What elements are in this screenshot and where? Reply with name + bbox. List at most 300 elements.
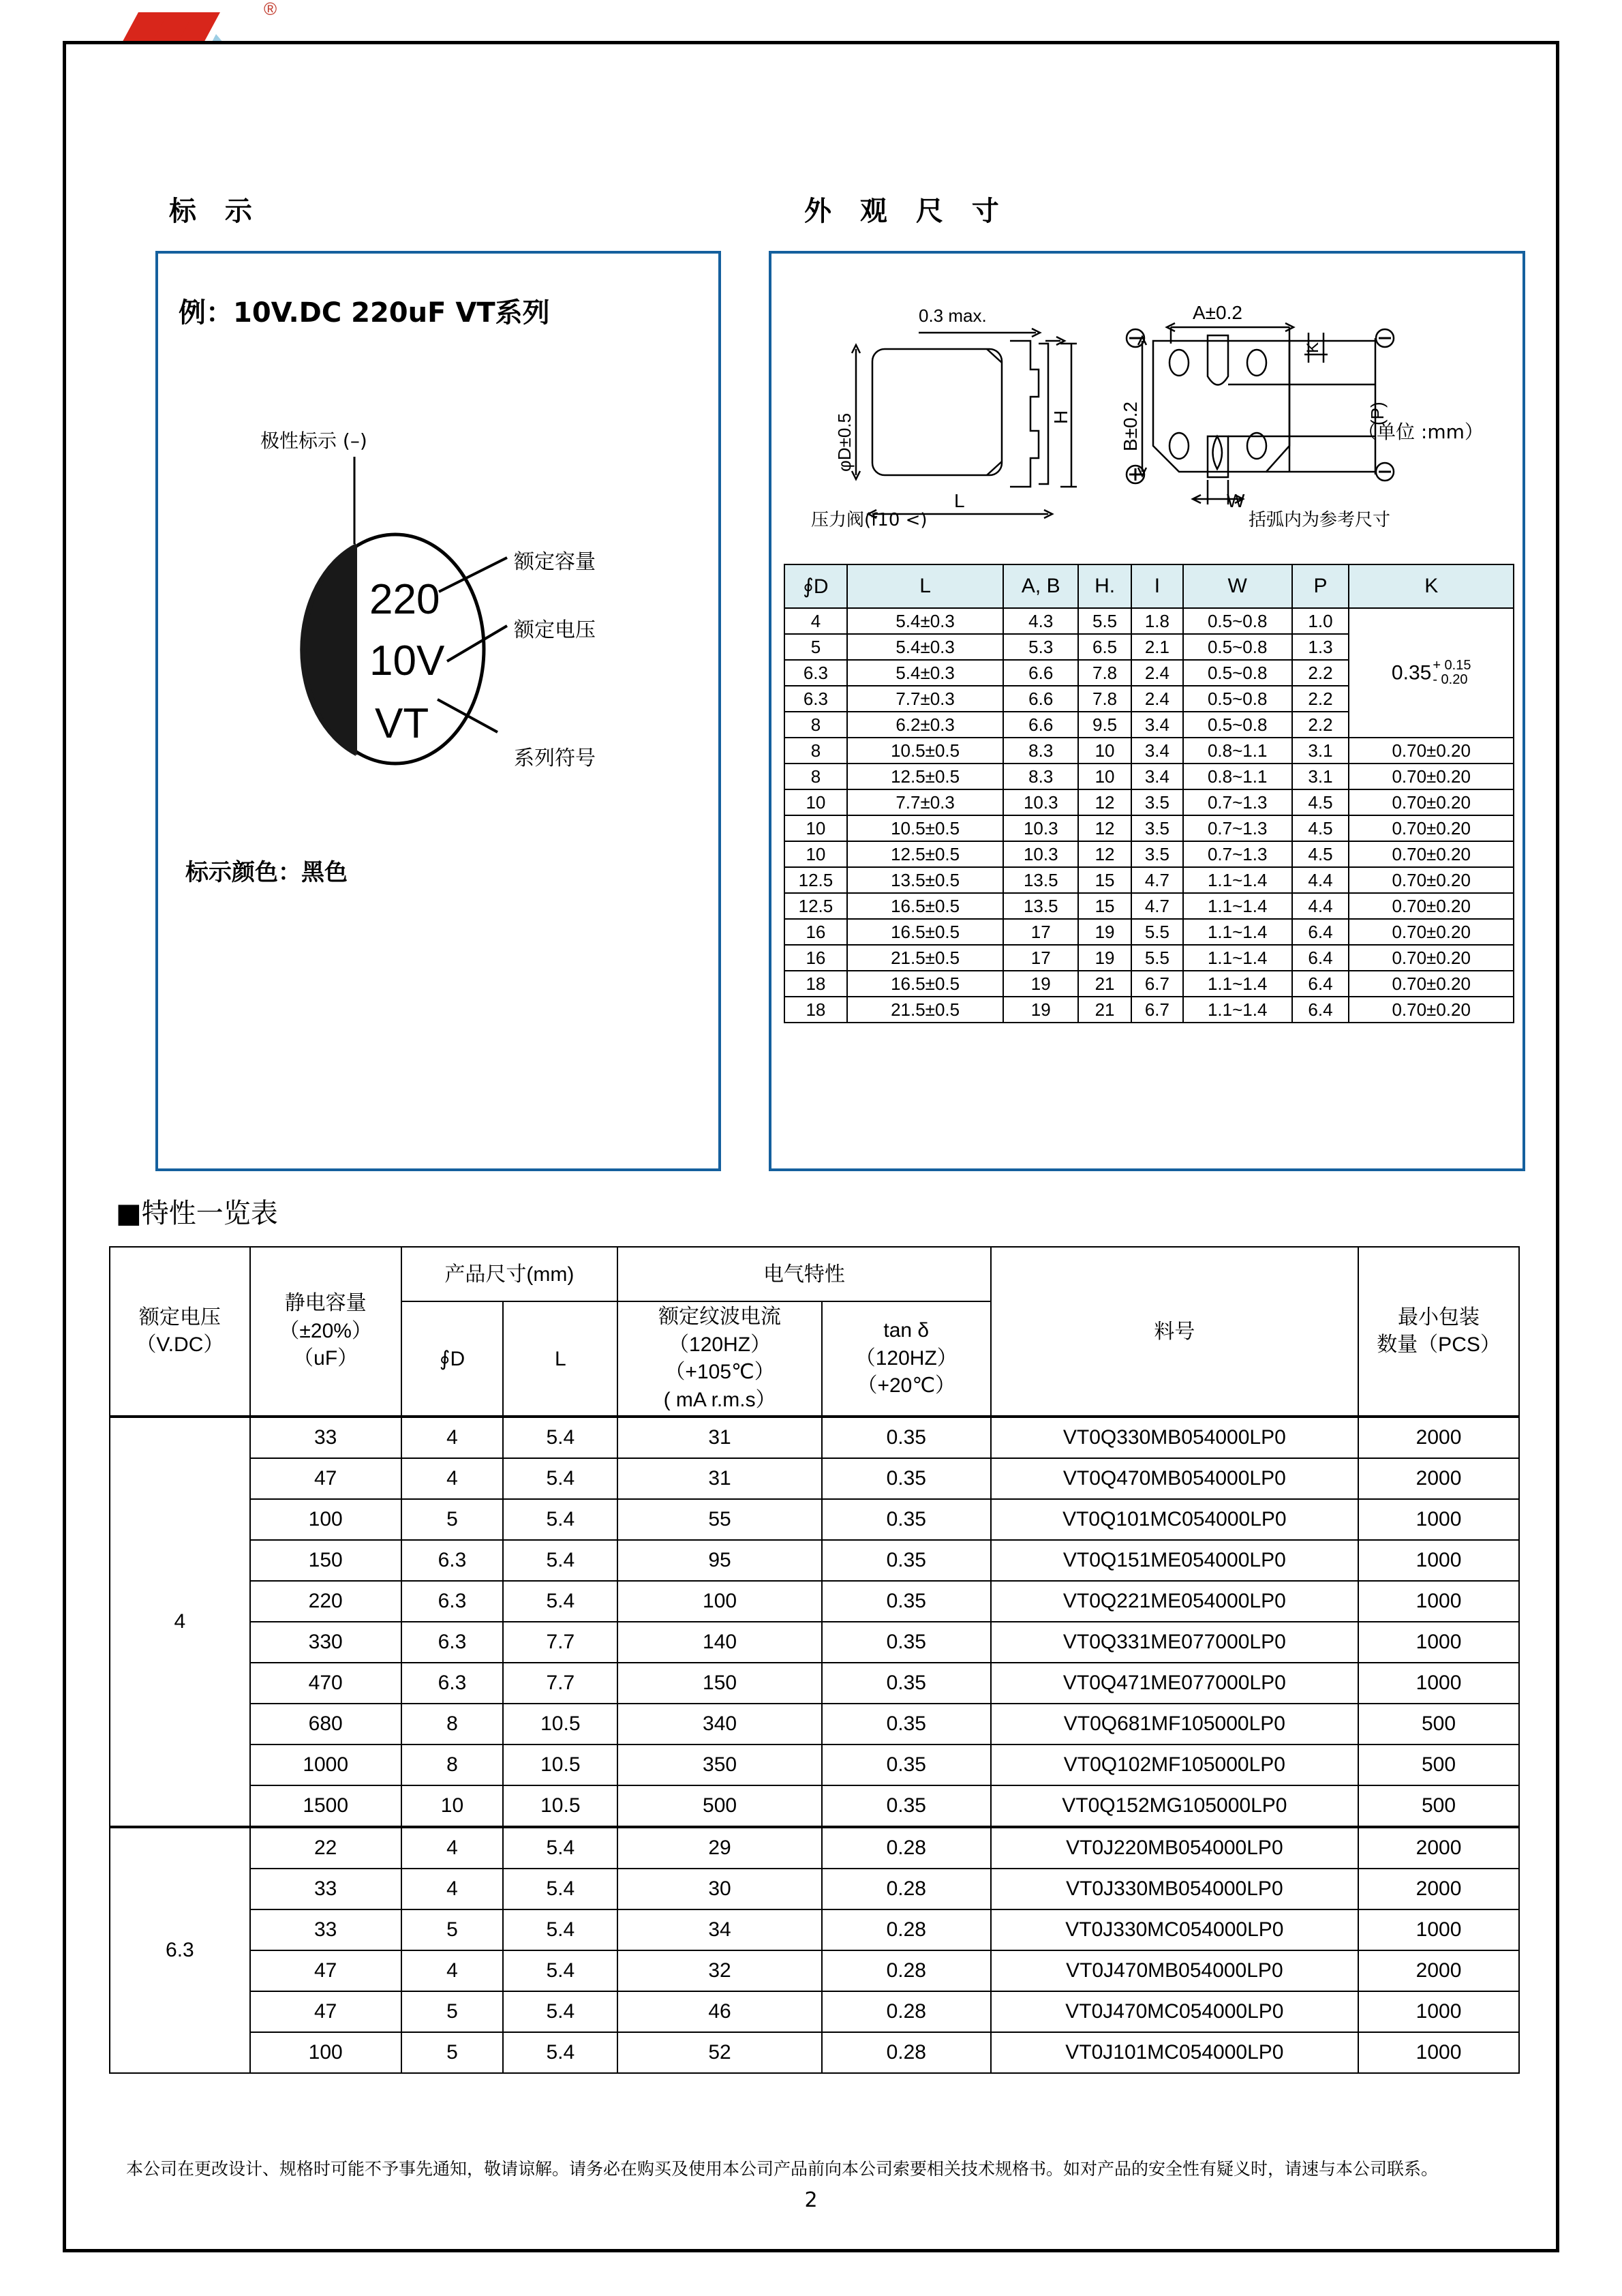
cell-ripple: 140 [617, 1622, 822, 1663]
dim-cell: 12 [1078, 815, 1131, 841]
dim-cell: 8 [784, 764, 847, 789]
dim-cell: 7.8 [1078, 686, 1131, 712]
cell-min-package: 2000 [1358, 1950, 1519, 1991]
cell-capacitance: 150 [250, 1540, 401, 1581]
dim-cell: 3.4 [1131, 764, 1183, 789]
marking-colour-note: 标示颜色：黑色 [185, 859, 348, 886]
dim-col-d: ∮D [784, 564, 847, 608]
dim-cell: 6.6 [1003, 686, 1078, 712]
cell-capacitance: 22 [250, 1827, 401, 1869]
dim-cell: 10 [1078, 764, 1131, 789]
dim-cell: 18 [784, 997, 847, 1023]
dim-L-text: L [954, 490, 965, 511]
cell-diameter: 5 [401, 1909, 504, 1950]
table-row [110, 1581, 1519, 1622]
dim-cell: 9.5 [1078, 712, 1131, 738]
marking-section-title: 标 示 [169, 196, 262, 227]
dim-col-ab: A, B [1003, 564, 1078, 608]
cell-min-package: 2000 [1358, 1458, 1519, 1499]
dim-cell: 6.3 [784, 686, 847, 712]
dim-B-text: B±0.2 [1120, 402, 1141, 451]
cell-diameter: 5 [401, 2032, 504, 2073]
table-row [110, 1704, 1519, 1744]
dim-col-h: H. [1078, 564, 1131, 608]
dim-cell: 6.5 [1078, 634, 1131, 660]
cell-min-package: 500 [1358, 1704, 1519, 1744]
hdr-product-size-group: 产品尺寸(mm) [401, 1247, 618, 1301]
dim-cell: 2.2 [1292, 660, 1349, 686]
dim-cell: 6.4 [1292, 919, 1349, 945]
dim-cell: 7.7±0.3 [847, 789, 1004, 815]
cell-part-number: VT0J470MC054000LP0 [991, 1991, 1358, 2032]
registered-trademark-icon: ® [264, 0, 277, 19]
dim-col-k: K [1349, 564, 1514, 608]
dim-cell: 4.4 [1292, 867, 1349, 893]
dim-cell: 10.5±0.5 [847, 738, 1004, 764]
dim-cell: 1.1~1.4 [1183, 893, 1292, 919]
cell-ripple: 95 [617, 1540, 822, 1581]
dimension-table-row [784, 945, 1514, 971]
dim-cell: 1.1~1.4 [1183, 919, 1292, 945]
cell-part-number: VT0J330MC054000LP0 [991, 1909, 1358, 1950]
cell-length: 7.7 [503, 1663, 617, 1704]
cell-diameter: 4 [401, 1417, 504, 1458]
cell-length: 10.5 [503, 1704, 617, 1744]
cell-tan-delta: 0.35 [822, 1499, 991, 1540]
cell-rated-voltage: 6.3 [110, 1827, 250, 2073]
dim-cell: 0.7~1.3 [1183, 815, 1292, 841]
cell-length: 5.4 [503, 1581, 617, 1622]
dim-cell-k: 0.70±0.20 [1349, 841, 1514, 867]
hdr-electrical-group: 电气特性 [617, 1247, 990, 1301]
dim-cell: 3.1 [1292, 764, 1349, 789]
dim-cell: 13.5 [1003, 867, 1078, 893]
cell-capacitance: 33 [250, 1869, 401, 1909]
dim-cell: 5 [784, 634, 847, 660]
dim-cell-k: 0.70±0.20 [1349, 997, 1514, 1023]
dim-cell: 18 [784, 971, 847, 997]
dim-cell: 4.5 [1292, 841, 1349, 867]
dim-cell: 2.2 [1292, 686, 1349, 712]
cell-length: 5.4 [503, 1499, 617, 1540]
dim-cell: 15 [1078, 867, 1131, 893]
cell-diameter: 4 [401, 1458, 504, 1499]
cell-tan-delta: 0.28 [822, 1827, 991, 1869]
dim-A-text: A±0.2 [1193, 302, 1242, 323]
dim-cell: 4.7 [1131, 893, 1183, 919]
cell-capacitance: 100 [250, 2032, 401, 2073]
dim-cell: 2.1 [1131, 634, 1183, 660]
dim-cell: 16.5±0.5 [847, 919, 1004, 945]
table-row [110, 1417, 1519, 1458]
cell-capacitance: 330 [250, 1622, 401, 1663]
cell-tan-delta: 0.35 [822, 1704, 991, 1744]
cell-part-number: VT0Q221ME054000LP0 [991, 1581, 1358, 1622]
table-row [110, 1909, 1519, 1950]
dim-cell: 13.5 [1003, 893, 1078, 919]
cell-part-number: VT0Q331ME077000LP0 [991, 1622, 1358, 1663]
dim-cell: 0.5~0.8 [1183, 608, 1292, 634]
cell-ripple: 29 [617, 1827, 822, 1869]
cell-capacitance: 47 [250, 1991, 401, 2032]
dim-cell-k: 0.70±0.20 [1349, 789, 1514, 815]
hdr-capacitance: 静电容量 （±20%） （uF） [250, 1247, 401, 1417]
dim-cell-k: 0.70±0.20 [1349, 893, 1514, 919]
polarity-label-text: 极性标示 (–) [260, 429, 367, 452]
cell-min-package: 2000 [1358, 1417, 1519, 1458]
cell-tan-delta: 0.35 [822, 1663, 991, 1704]
cell-capacitance: 100 [250, 1499, 401, 1540]
dim-cell: 1.8 [1131, 608, 1183, 634]
cell-diameter: 4 [401, 1869, 504, 1909]
dimension-table-row [784, 815, 1514, 841]
dim-cell: 12.5 [784, 893, 847, 919]
cell-rated-voltage: 4 [110, 1417, 250, 1827]
dim-cell: 17 [1003, 945, 1078, 971]
cell-diameter: 6.3 [401, 1581, 504, 1622]
cell-tan-delta: 0.35 [822, 1540, 991, 1581]
table-row [110, 1869, 1519, 1909]
hdr-size-l: L [503, 1301, 617, 1417]
cell-length: 5.4 [503, 1417, 617, 1458]
table-row [110, 1950, 1519, 1991]
dim-cell: 3.5 [1131, 841, 1183, 867]
cell-ripple: 52 [617, 2032, 822, 2073]
cell-min-package: 1000 [1358, 2032, 1519, 2073]
dim-cell: 4.3 [1003, 608, 1078, 634]
dimension-table-row [784, 738, 1514, 764]
dimension-table-row [784, 867, 1514, 893]
cell-capacitance: 470 [250, 1663, 401, 1704]
cell-length: 5.4 [503, 1909, 617, 1950]
dim-cell: 5.3 [1003, 634, 1078, 660]
cell-part-number: VT0Q101MC054000LP0 [991, 1499, 1358, 1540]
cell-diameter: 4 [401, 1827, 504, 1869]
dim-cell: 16 [784, 945, 847, 971]
cell-ripple: 32 [617, 1950, 822, 1991]
dim-cell-k: 0.70±0.20 [1349, 815, 1514, 841]
dim-cell: 5.4±0.3 [847, 608, 1004, 634]
dim-cell: 10.3 [1003, 789, 1078, 815]
dim-cell: 8.3 [1003, 764, 1078, 789]
dim-cell: 1.1~1.4 [1183, 945, 1292, 971]
cell-ripple: 34 [617, 1909, 822, 1950]
dim-cell-k: 0.70±0.20 [1349, 867, 1514, 893]
cell-part-number: VT0Q102MF105000LP0 [991, 1744, 1358, 1785]
outline-unit-note: （单位 :mm） [1358, 421, 1484, 443]
dim-cell: 12 [1078, 841, 1131, 867]
cell-length: 10.5 [503, 1744, 617, 1785]
dim-cell: 13.5±0.5 [847, 867, 1004, 893]
cell-ripple: 31 [617, 1417, 822, 1458]
dimension-table-row [784, 789, 1514, 815]
dim-cell: 10 [784, 789, 847, 815]
outline-section-title: 外 观 尺 寸 [804, 196, 1009, 227]
cell-tan-delta: 0.28 [822, 1869, 991, 1909]
dim-cell: 21.5±0.5 [847, 945, 1004, 971]
dim-cell: 0.7~1.3 [1183, 841, 1292, 867]
cell-min-package: 1000 [1358, 1909, 1519, 1950]
dim-cell: 19 [1003, 997, 1078, 1023]
cell-length: 5.4 [503, 1458, 617, 1499]
cell-ripple: 500 [617, 1785, 822, 1827]
table-row [110, 1991, 1519, 2032]
dim-cell: 10 [784, 841, 847, 867]
table-row [110, 1785, 1519, 1827]
dim-cell: 5.4±0.3 [847, 634, 1004, 660]
dim-cell: 6.4 [1292, 945, 1349, 971]
cell-length: 5.4 [503, 1950, 617, 1991]
cell-min-package: 500 [1358, 1785, 1519, 1827]
dim-cell: 12 [1078, 789, 1131, 815]
dim-cell: 0.7~1.3 [1183, 789, 1292, 815]
dim-cell: 3.1 [1292, 738, 1349, 764]
cell-min-package: 1000 [1358, 1991, 1519, 2032]
dim-cell: 5.5 [1078, 608, 1131, 634]
cell-min-package: 1000 [1358, 1663, 1519, 1704]
dim-cell-k: 0.70±0.20 [1349, 945, 1514, 971]
page-number: 2 [804, 2188, 818, 2212]
cell-length: 5.4 [503, 1869, 617, 1909]
dim-cell: 6.3 [784, 660, 847, 686]
cell-diameter: 6.3 [401, 1663, 504, 1704]
cell-diameter: 5 [401, 1991, 504, 2032]
hdr-min-packaging: 最小包装 数量（PCS） [1358, 1247, 1519, 1417]
cell-diameter: 6.3 [401, 1540, 504, 1581]
cell-capacitance: 47 [250, 1950, 401, 1991]
dim-cell: 2.4 [1131, 660, 1183, 686]
dimension-table-row [784, 893, 1514, 919]
hdr-tan-delta: tan δ （120HZ） （+20℃） [822, 1301, 991, 1417]
cell-length: 10.5 [503, 1785, 617, 1827]
dim-cell: 6.6 [1003, 712, 1078, 738]
dim-cell: 4.4 [1292, 893, 1349, 919]
capacitor-marking-diagram [254, 424, 690, 806]
dim-cell: 19 [1078, 945, 1131, 971]
hdr-part-number: 料号 [991, 1247, 1358, 1417]
dim-cell: 10 [784, 815, 847, 841]
cell-tan-delta: 0.35 [822, 1622, 991, 1663]
dim-03max-text: 0.3 max. [919, 305, 987, 326]
table-row [110, 1458, 1519, 1499]
characteristics-table [109, 1246, 1520, 2074]
cell-tan-delta: 0.28 [822, 2032, 991, 2073]
dim-col-p: P [1292, 564, 1349, 608]
dim-phiD-text: φD±0.5 [834, 412, 855, 472]
dim-col-w: W [1183, 564, 1292, 608]
dim-cell: 12.5±0.5 [847, 764, 1004, 789]
dim-col-l: L [847, 564, 1004, 608]
cell-tan-delta: 0.35 [822, 1581, 991, 1622]
dim-cell: 5.4±0.3 [847, 660, 1004, 686]
cell-diameter: 8 [401, 1704, 504, 1744]
dim-cell: 2.4 [1131, 686, 1183, 712]
callout-voltage-text: 额定电压 [514, 618, 596, 642]
marking-series-text: VT [375, 700, 429, 747]
cell-ripple: 31 [617, 1458, 822, 1499]
cell-ripple: 340 [617, 1704, 822, 1744]
dim-cell: 2.2 [1292, 712, 1349, 738]
dim-cell: 0.8~1.1 [1183, 738, 1292, 764]
cell-length: 5.4 [503, 1991, 617, 2032]
cell-tan-delta: 0.35 [822, 1458, 991, 1499]
cell-length: 5.4 [503, 1827, 617, 1869]
dim-K-text: K [1304, 342, 1322, 353]
dim-cell: 5.5 [1131, 945, 1183, 971]
dim-cell: 4 [784, 608, 847, 634]
marking-panel [155, 251, 721, 1171]
cell-min-package: 1000 [1358, 1540, 1519, 1581]
hdr-rated-voltage: 额定电压 （V.DC） [110, 1247, 250, 1417]
cell-capacitance: 47 [250, 1458, 401, 1499]
dim-cell: 3.5 [1131, 789, 1183, 815]
cell-tan-delta: 0.35 [822, 1744, 991, 1785]
pressure-valve-note: 压力阀(f10 <) [811, 510, 928, 530]
cell-part-number: VT0Q470MB054000LP0 [991, 1458, 1358, 1499]
cell-capacitance: 680 [250, 1704, 401, 1744]
marking-voltage-text: 10V [369, 637, 445, 684]
dim-cell: 15 [1078, 893, 1131, 919]
dimension-table-row [784, 971, 1514, 997]
dim-H-text: H [1050, 410, 1071, 424]
dim-cell: 8.3 [1003, 738, 1078, 764]
dim-cell: 4.7 [1131, 867, 1183, 893]
cell-min-package: 2000 [1358, 1869, 1519, 1909]
cell-capacitance: 1500 [250, 1785, 401, 1827]
dim-cell: 10.3 [1003, 841, 1078, 867]
dim-cell-k: 0.70±0.20 [1349, 738, 1514, 764]
cell-ripple: 350 [617, 1744, 822, 1785]
cell-ripple: 46 [617, 1991, 822, 2032]
cell-part-number: VT0Q471ME077000LP0 [991, 1663, 1358, 1704]
cell-part-number: VT0J220MB054000LP0 [991, 1827, 1358, 1869]
table-row [110, 1540, 1519, 1581]
cell-diameter: 5 [401, 1499, 504, 1540]
dim-cell: 6.7 [1131, 971, 1183, 997]
dim-cell: 21.5±0.5 [847, 997, 1004, 1023]
cell-part-number: VT0J330MB054000LP0 [991, 1869, 1358, 1909]
marking-example: 例：10V.DC 220uF VT系列 [179, 297, 550, 329]
cell-length: 7.7 [503, 1622, 617, 1663]
dim-cell: 19 [1078, 919, 1131, 945]
cell-length: 5.4 [503, 2032, 617, 2073]
cell-min-package: 500 [1358, 1744, 1519, 1785]
cell-ripple: 150 [617, 1663, 822, 1704]
dimension-table-row [784, 764, 1514, 789]
table-row [110, 1499, 1519, 1540]
table-row [110, 1744, 1519, 1785]
dim-cell-k: 0.70±0.20 [1349, 919, 1514, 945]
cell-diameter: 10 [401, 1785, 504, 1827]
dim-cell: 5.5 [1131, 919, 1183, 945]
cell-part-number: VT0Q151ME054000LP0 [991, 1540, 1358, 1581]
reference-dimension-note: 括弧内为参考尺寸 [1249, 510, 1391, 530]
dim-cell: 0.5~0.8 [1183, 660, 1292, 686]
cell-min-package: 1000 [1358, 1499, 1519, 1540]
dim-cell: 12.5 [784, 867, 847, 893]
cell-tan-delta: 0.35 [822, 1417, 991, 1458]
dimension-table [784, 564, 1514, 1023]
outline-panel [769, 251, 1525, 1171]
cell-ripple: 100 [617, 1581, 822, 1622]
dim-cell: 8 [784, 712, 847, 738]
cell-part-number: VT0Q330MB054000LP0 [991, 1417, 1358, 1458]
dim-cell: 6.4 [1292, 971, 1349, 997]
dimension-table-row [784, 608, 1514, 634]
dim-cell: 0.8~1.1 [1183, 764, 1292, 789]
cell-tan-delta: 0.35 [822, 1785, 991, 1827]
dimension-table-row [784, 919, 1514, 945]
dim-cell: 6.4 [1292, 997, 1349, 1023]
dim-cell: 0.5~0.8 [1183, 686, 1292, 712]
dim-cell: 4.5 [1292, 789, 1349, 815]
dim-cell: 6.7 [1131, 997, 1183, 1023]
dim-cell: 17 [1003, 919, 1078, 945]
cell-tan-delta: 0.28 [822, 1909, 991, 1950]
dim-cell: 6.2±0.3 [847, 712, 1004, 738]
table-row [110, 1663, 1519, 1704]
cell-tan-delta: 0.28 [822, 1991, 991, 2032]
characteristics-group-header-row [110, 1247, 1519, 1301]
cell-capacitance: 220 [250, 1581, 401, 1622]
dim-cell: 1.1~1.4 [1183, 867, 1292, 893]
cell-diameter: 4 [401, 1950, 504, 1991]
dim-cell: 8 [784, 738, 847, 764]
dim-cell: 0.5~0.8 [1183, 712, 1292, 738]
dim-cell: 4.5 [1292, 815, 1349, 841]
dimension-table-header-row [784, 564, 1514, 608]
dim-P-text: (P) [1367, 402, 1388, 425]
cell-capacitance: 33 [250, 1909, 401, 1950]
dim-cell: 19 [1003, 971, 1078, 997]
dim-cell: 6.6 [1003, 660, 1078, 686]
dim-cell: 3.4 [1131, 738, 1183, 764]
characteristics-heading: ■特性一览表 [116, 1198, 278, 1229]
cell-part-number: VT0Q152MG105000LP0 [991, 1785, 1358, 1827]
dim-cell: 7.7±0.3 [847, 686, 1004, 712]
dim-cell-k: 0.70±0.20 [1349, 764, 1514, 789]
cell-diameter: 8 [401, 1744, 504, 1785]
cell-part-number: VT0Q681MF105000LP0 [991, 1704, 1358, 1744]
dim-cell: 1.0 [1292, 608, 1349, 634]
cell-tan-delta: 0.28 [822, 1950, 991, 1991]
dim-cell: 1.1~1.4 [1183, 971, 1292, 997]
dim-cell: 3.5 [1131, 815, 1183, 841]
cell-min-package: 1000 [1358, 1622, 1519, 1663]
cell-capacitance: 33 [250, 1417, 401, 1458]
dim-cell: 21 [1078, 997, 1131, 1023]
callout-series-text: 系列符号 [514, 746, 596, 770]
dim-cell-k-merged: 0.35 + 0.15 - 0.20 [1349, 608, 1514, 738]
dim-cell: 16.5±0.5 [847, 893, 1004, 919]
cell-ripple: 55 [617, 1499, 822, 1540]
dim-cell: 16 [784, 919, 847, 945]
hdr-ripple-current: 额定纹波电流 （120HZ） （+105℃） ( mA r.m.s） [617, 1301, 822, 1417]
dim-cell: 10.5±0.5 [847, 815, 1004, 841]
cell-part-number: VT0J101MC054000LP0 [991, 2032, 1358, 2073]
footer-disclaimer: 本公司在更改设计、规格时可能不予事先通知，敬请谅解。请务必在购买及使用本公司产品前向本公司索要相关技术规格书。如对产品的安全性有疑义时，请速与本公司联系。 [126, 2159, 1439, 2179]
dim-cell: 16.5±0.5 [847, 971, 1004, 997]
dim-cell: 12.5±0.5 [847, 841, 1004, 867]
dim-col-i: I [1131, 564, 1183, 608]
dim-cell-k: 0.70±0.20 [1349, 971, 1514, 997]
dim-cell: 10.3 [1003, 815, 1078, 841]
cell-ripple: 30 [617, 1869, 822, 1909]
dim-cell: 1.1~1.4 [1183, 997, 1292, 1023]
dim-cell: 0.5~0.8 [1183, 634, 1292, 660]
marking-capacitance-text: 220 [369, 576, 440, 623]
cell-capacitance: 1000 [250, 1744, 401, 1785]
